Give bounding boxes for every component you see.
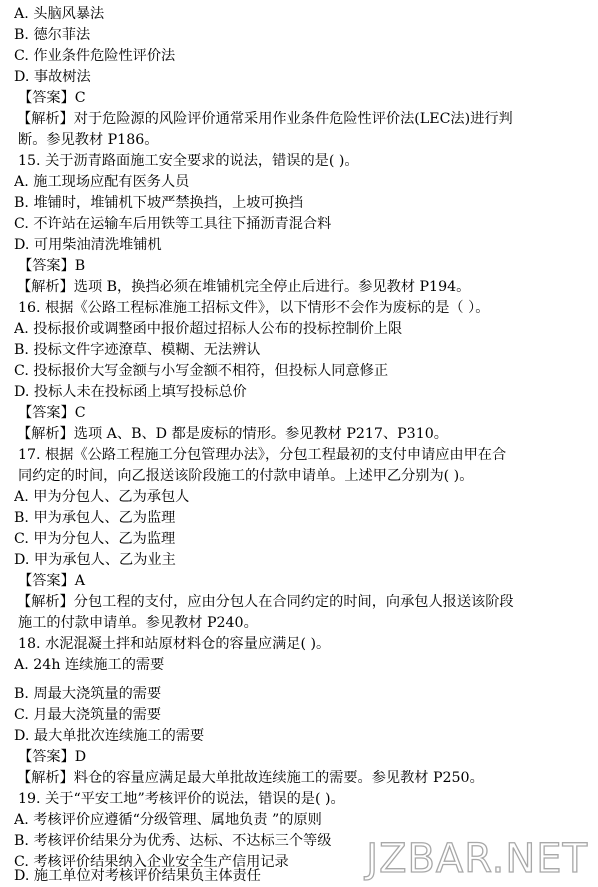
- q18-explanation: 【解析】料仓的容量应满足最大单批故连续施工的需要。参见教材 P250。: [17, 770, 484, 786]
- q15-explanation: 【解析】选项 B，换挡必须在堆铺机完全停止后进行。参见教材 P194。: [17, 279, 471, 295]
- site-watermark: JZBAR.NET: [366, 836, 588, 882]
- q15-option-b: B. 堆铺时，堆铺机下坡严禁换挡，上坡可换挡: [14, 195, 304, 211]
- q15-option-c: C. 不许站在运输车后用铁等工具往下捅沥青混合料: [14, 216, 332, 232]
- q16-answer: 【答案】C: [18, 405, 86, 421]
- q17-option-a: A. 甲为分包人、乙为承包人: [14, 489, 190, 505]
- q14-answer: 【答案】C: [18, 90, 86, 106]
- q18-option-d: D. 最大单批次连续施工的需要: [14, 728, 205, 744]
- q17-explanation-line-2: 施工的付款申请单。参见教材 P240。: [18, 615, 258, 631]
- q14-option-d: D. 事故树法: [14, 69, 91, 85]
- q15-option-d: D. 可用柴油清洗堆铺机: [14, 237, 162, 253]
- q19-option-b: B. 考核评价结果分为优秀、达标、不达标三个等级: [14, 833, 332, 849]
- q17-explanation-line-1: 【解析】分包工程的支付，应由分包人在合同约定的时间，向承包人报送该阶段: [17, 594, 514, 610]
- q16-option-c: C. 投标报价大写金额与小写金额不相符，但投标人同意修正: [14, 363, 389, 379]
- q14-option-c: C. 作业条件危险性评价法: [14, 48, 176, 64]
- q19-option-a: A. 考核评价应遵循“分级管理、属地负责 ”的原则: [14, 812, 322, 828]
- q17-option-c: C. 甲为分包人、乙为监理: [14, 531, 176, 547]
- q16-option-d: D. 投标人未在投标函上填写投标总价: [14, 384, 247, 400]
- q16-option-a: A. 投标报价或调整函中报价超过招标人公布的投标控制价上限: [14, 321, 403, 337]
- q14-option-a: A. 头脑风暴法: [14, 6, 105, 22]
- q17-question-line-1: 17. 根据《公路工程施工分包管理办法》，分包工程最初的支付申请应由甲在合: [18, 447, 507, 463]
- q15-question: 15. 关于沥青路面施工安全要求的说法，错误的是( )。: [18, 153, 359, 169]
- q16-explanation: 【解析】选项 A、B、D 都是废标的情形。参见教材 P217、P310。: [17, 426, 448, 442]
- q17-option-b: B. 甲为承包人、乙为监理: [14, 510, 176, 526]
- q14-explanation-line-2: 断。参见教材 P186。: [18, 132, 159, 148]
- q14-explanation-line-1: 【解析】对于危险源的风险评价通常采用作业条件危险性评价法(LEC法)进行判: [17, 111, 513, 127]
- q19-option-d: D. 施工单位对考核评价结果负主体责任: [14, 868, 261, 884]
- q19-question: 19. 关于“平安工地”考核评价的说法，错误的是( )。: [18, 791, 345, 807]
- q17-option-d: D. 甲为承包人、乙为业主: [14, 552, 176, 568]
- q18-option-a: A. 24h 连续施工的需要: [14, 657, 165, 673]
- q15-option-a: A. 施工现场应配有医务人员: [14, 174, 190, 190]
- q14-option-b: B. 德尔菲法: [14, 27, 91, 43]
- q19-option-c: C. 考核评价结果纳入企业安全生产信用记录: [14, 854, 289, 870]
- q16-option-b: B. 投标文件字迹潦草、模糊、无法辨认: [14, 342, 261, 358]
- q18-option-b: B. 周最大浇筑量的需要: [14, 686, 162, 702]
- q18-option-c: C. 月最大浇筑量的需要: [14, 707, 162, 723]
- q18-question: 18. 水泥混凝土拌和站原材料仓的容量应满足( )。: [18, 636, 331, 652]
- q16-question: 16. 根据《公路工程标准施工招标文件》，以下情形不会作为废标的是（ ）。: [18, 300, 490, 316]
- q17-answer: 【答案】A: [18, 573, 85, 589]
- q15-answer: 【答案】B: [18, 258, 86, 274]
- q17-question-line-2: 同约定的时间，向乙报送该阶段施工的付款申请单。上述甲乙分别为( )。: [18, 468, 474, 484]
- q18-answer: 【答案】D: [18, 749, 87, 765]
